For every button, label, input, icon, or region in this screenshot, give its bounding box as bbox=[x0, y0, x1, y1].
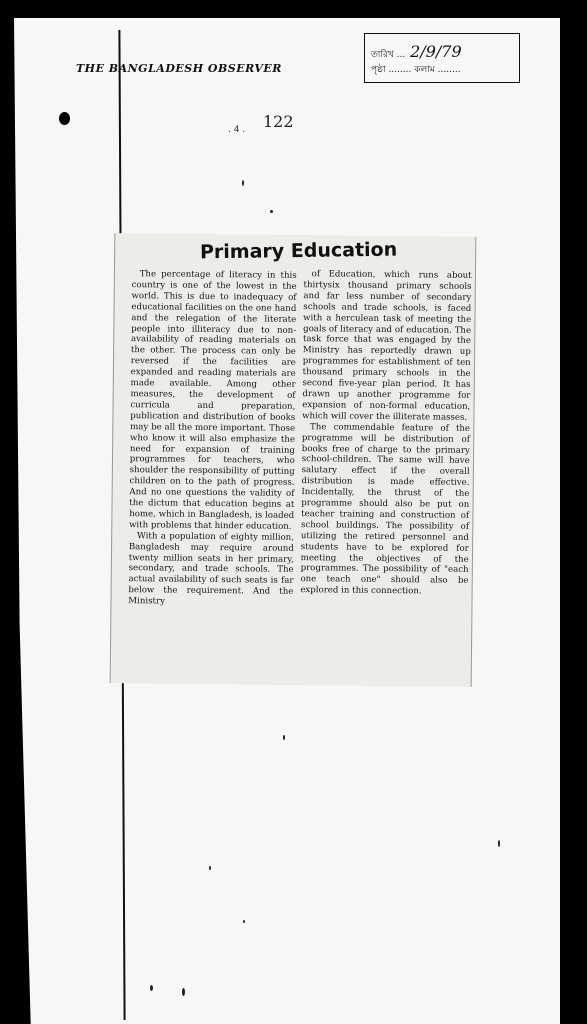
speck-mark bbox=[243, 920, 245, 923]
stray-marks: . 4 . bbox=[228, 125, 246, 135]
article-paragraph: of Education, which runs about thirtysix thousand primary schools and far less number of secondary schools and trade schools, is faced with a herculean task of meeting the goals of literacy and of education. The task force that was engaged by the Ministry has reportedly drawn up programmes for establishment of ten thousand primary schools in the second five-year plan period. It has drawn up another programme for expansion of non-formal education, which will cover the illiterate masses. bbox=[302, 269, 472, 423]
speck-mark bbox=[150, 985, 153, 991]
article-paragraph: With a population of eighty million, Bangladesh may require around twenty million seats in her primary, secondary, and trade schools. The actual availability of such seats is far below the requirement. And the Ministry bbox=[128, 530, 295, 607]
newspaper-masthead: THE BANGLADESH OBSERVER bbox=[76, 62, 282, 75]
speck-mark bbox=[498, 840, 500, 847]
article-column-right bbox=[300, 269, 471, 598]
scan-border bbox=[560, 18, 587, 1024]
speck-mark bbox=[270, 210, 273, 213]
speck-mark bbox=[283, 735, 285, 740]
article-column-left bbox=[128, 269, 297, 609]
article-paragraph: The commendable feature of the programme will be distribution of books free of charge to the primary school-children. The same will have salutary effect if the overall distribution is made effective. Incidentally, the thrust of the programme should also be put on teacher training and construction of school buildings. The possibility of utilizing the retired personnel and students have to be explored for meeting the objectives of the programmes. The possibility of "each one teach one" should also be explored in this connection. bbox=[300, 421, 471, 597]
speck-mark bbox=[209, 866, 211, 870]
speck-mark bbox=[242, 180, 244, 186]
article-paragraph: The percentage of literacy in this country is one of the lowest in the world. This is due to inadequacy of educational facilities on the one hand and the relegation of the literate people into illiteracy due to non-availability of reading materials on the other. The process can only be reversed if the facilities are expanded and reading materials are made available. Among other measures, the development of curricula and preparation, publication and distribution of books may be all the more important. Those who know it will also emphasize the need for expansion of training programmes for teachers, who shoulder the responsibility of putting children on to the path of progress. And no one questions the validity of the dictum that education begins at home, which in Bangladesh, is loaded with problems that hinder education. bbox=[129, 269, 297, 532]
article-headline: Primary Education bbox=[199, 238, 398, 264]
punch-hole bbox=[59, 112, 70, 125]
stamp-date-row bbox=[371, 42, 462, 62]
page-number: 122 bbox=[263, 112, 294, 131]
stamp-page-row: পৃষ্ঠা ........ কলাম ........ bbox=[371, 65, 461, 75]
speck-mark bbox=[182, 988, 185, 996]
stamp-date-value: 2/9/79 bbox=[410, 42, 462, 61]
stamp-date-label: তারিখ ... bbox=[371, 50, 406, 60]
archive-stamp bbox=[364, 33, 520, 83]
